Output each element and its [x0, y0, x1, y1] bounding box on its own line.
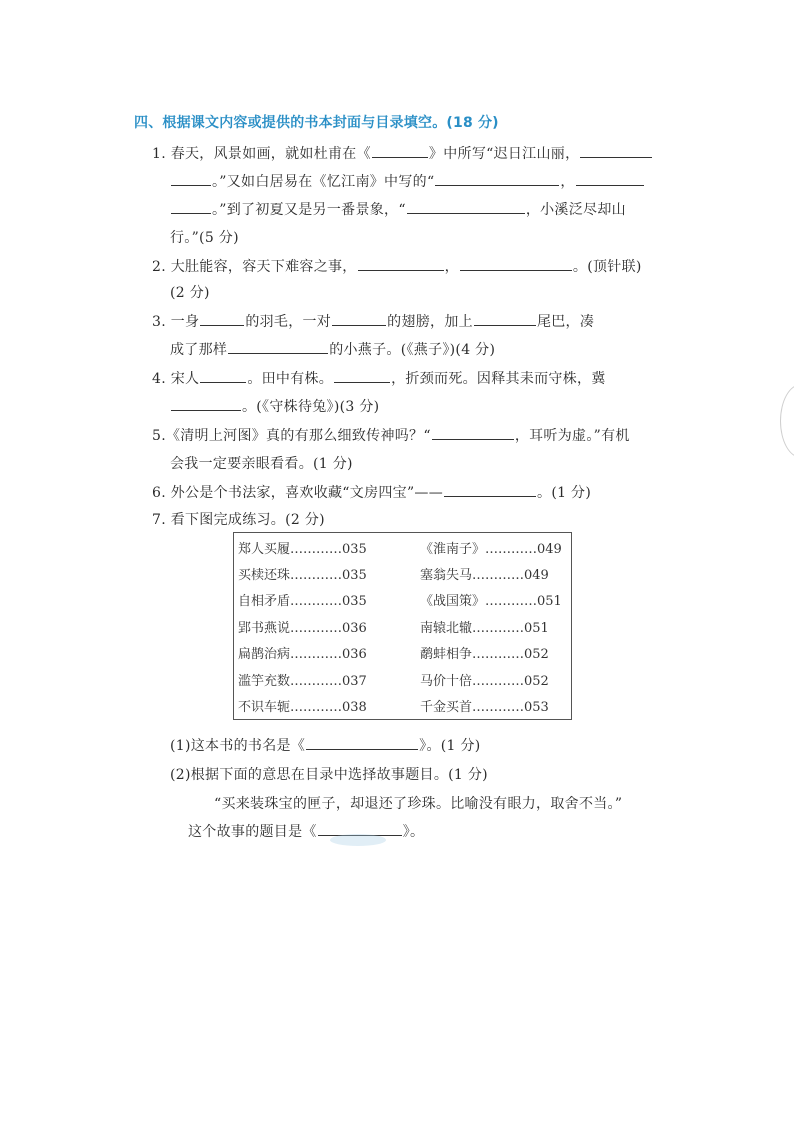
table-of-contents — [233, 532, 572, 720]
q1-blank-6[interactable] — [171, 199, 211, 214]
question-1-line-1 — [152, 143, 653, 163]
q1-text-c: 。”又如白居易在《忆江南》中写的“ — [212, 174, 435, 190]
q2-text-a: 2. 大肚能容，容天下难容之事， — [152, 259, 357, 275]
question-2-line-2: (2 分) — [170, 285, 210, 301]
toc-row — [234, 534, 571, 560]
q4-text-b: 。田中有株。 — [247, 371, 334, 387]
q1-text-f: ，小溪泛尽却山 — [525, 202, 626, 218]
q1-text-e: 。”到了初夏又是另一番景象，“ — [212, 202, 406, 218]
section-heading: 四、根据课文内容或提供的书本封面与目录填空。(18 分) — [134, 115, 499, 131]
q2-blank-1[interactable] — [358, 256, 444, 271]
question-7-answer-line — [188, 821, 424, 841]
q4-text-d: 。(《守株待兔》)(3 分) — [242, 399, 380, 415]
toc-entry: 郑人买履…………035 — [238, 542, 367, 557]
toc-entry: 买椟还珠…………035 — [238, 568, 367, 583]
toc-entry: 鹬蚌相争…………052 — [420, 647, 549, 662]
toc-entry: 自相矛盾…………035 — [238, 594, 367, 609]
q1-blank-1[interactable] — [372, 143, 428, 158]
question-4-line-1 — [152, 368, 606, 388]
q1-text-a: 1. 春天，风景如画，就如杜甫在《 — [152, 146, 371, 162]
q7-s1-text-a: (1)这本书的书名是《 — [170, 738, 306, 754]
binding-hole-mark — [780, 384, 794, 458]
question-4-line-2 — [170, 396, 379, 416]
q1-blank-2[interactable] — [580, 143, 652, 158]
q3-text-f: 的小燕子。(《燕子》)(4 分) — [329, 342, 496, 358]
toc-entry: 千金买首…………053 — [420, 700, 549, 715]
question-1-line-3 — [170, 199, 626, 219]
q2-text-b: ， — [444, 259, 459, 275]
q3-text-d: 尾巴，凑 — [536, 314, 595, 330]
toc-row — [234, 613, 571, 639]
q1-text-b: 》中所写“迟日江山丽， — [428, 146, 580, 162]
q7-answer-text-a: 这个故事的题目是《 — [188, 824, 317, 840]
q3-text-a: 3. 一身 — [152, 314, 200, 330]
toc-row — [234, 560, 571, 586]
question-7-quote: “买来装珠宝的匣子，却退还了珍珠。比喻没有眼力，取舍不当。” — [214, 796, 623, 812]
toc-entry: 南辕北辙…………051 — [420, 621, 549, 636]
q3-text-b: 的羽毛，一对 — [245, 314, 332, 330]
q3-text-e: 成了那样 — [170, 342, 228, 358]
q5-text-b: ，耳听为虚。”有机 — [514, 428, 630, 444]
q1-text-d: ， — [560, 174, 575, 190]
q7-blank-1[interactable] — [306, 735, 418, 750]
q3-blank-4[interactable] — [228, 339, 328, 354]
toc-row — [234, 639, 571, 665]
toc-row — [234, 586, 571, 612]
q5-text-a: 5.《清明上河图》真的有那么细致传神吗？“ — [152, 428, 431, 444]
q6-text-b: 。(1 分) — [537, 485, 592, 501]
toc-entry: 《淮南子》…………049 — [420, 542, 562, 557]
q1-blank-5[interactable] — [576, 171, 644, 186]
toc-entry: 不识车轭…………038 — [238, 700, 367, 715]
question-7-sub-2: (2)根据下面的意思在目录中选择故事题目。(1 分) — [170, 767, 488, 783]
toc-row — [234, 666, 571, 692]
q2-text-c: 。(顶针联) — [572, 259, 642, 275]
q7-s1-text-b: 》。(1 分) — [419, 738, 481, 754]
question-6-line-1 — [152, 482, 591, 502]
toc-entry: 郢书燕说…………036 — [238, 621, 367, 636]
q4-text-c: ，折颈而死。因释其耒而守株，冀 — [391, 371, 606, 387]
q7-answer-text-b: 》。 — [402, 824, 425, 840]
question-1-line-4: 行。”(5 分) — [170, 230, 239, 246]
question-7-line-1: 7. 看下图完成练习。(2 分) — [152, 512, 325, 528]
q2-blank-2[interactable] — [460, 256, 572, 271]
question-7-sub-1 — [170, 735, 481, 755]
question-5-line-1 — [152, 425, 630, 445]
question-3-line-2 — [170, 339, 495, 359]
q4-blank-1[interactable] — [200, 368, 246, 383]
toc-entry: 滥竽充数…………037 — [238, 674, 367, 689]
q5-blank-1[interactable] — [432, 425, 514, 440]
q6-blank-1[interactable] — [444, 482, 536, 497]
q1-blank-4[interactable] — [435, 171, 559, 186]
question-2-line-1 — [152, 256, 642, 276]
faint-stamp-mark — [330, 834, 386, 846]
toc-entry: 扁鹊治病…………036 — [238, 647, 367, 662]
question-3-line-1 — [152, 311, 594, 331]
q1-blank-7[interactable] — [407, 199, 525, 214]
question-5-line-2: 会我一定要亲眼看看。(1 分) — [170, 456, 353, 472]
q3-text-c: 的翅膀，加上 — [387, 314, 473, 330]
toc-entry: 马价十倍…………052 — [420, 674, 549, 689]
q4-blank-3[interactable] — [171, 396, 241, 411]
q6-text-a: 6. 外公是个书法家，喜欢收藏“文房四宝”—— — [152, 485, 444, 501]
question-1-line-2 — [170, 171, 645, 191]
q4-blank-2[interactable] — [334, 368, 390, 383]
q1-blank-3[interactable] — [171, 171, 211, 186]
q3-blank-1[interactable] — [200, 311, 244, 326]
q3-blank-3[interactable] — [474, 311, 536, 326]
q3-blank-2[interactable] — [332, 311, 386, 326]
toc-entry: 塞翁失马…………049 — [420, 568, 549, 583]
toc-entry: 《战国策》…………051 — [420, 594, 562, 609]
q4-text-a: 4. 宋人 — [152, 371, 200, 387]
toc-row — [234, 692, 571, 718]
